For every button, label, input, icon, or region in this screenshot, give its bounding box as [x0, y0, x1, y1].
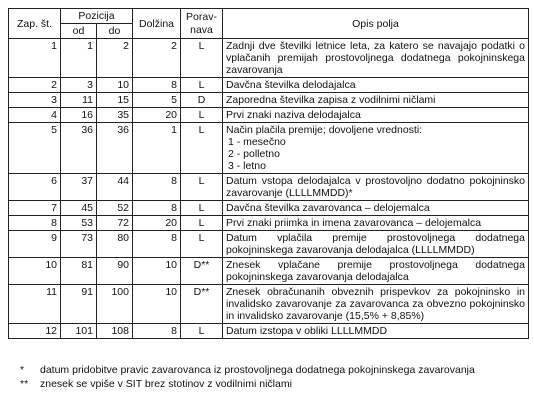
- cell-opis: [223, 231, 529, 258]
- cell-dolzina: 8: [133, 231, 181, 258]
- cell-od: 16: [61, 108, 97, 123]
- cell-opis: [223, 93, 529, 108]
- cell-opis: [223, 216, 529, 231]
- cell-opis: [223, 39, 529, 78]
- header-opis: Opis polja: [223, 9, 529, 39]
- cell-opis: [223, 285, 529, 324]
- cell-poravnava: L: [181, 108, 223, 123]
- opis-text: Davčna številka delodajalca: [226, 79, 356, 91]
- cell-zap: 5: [9, 123, 61, 174]
- footnote-2: [20, 378, 292, 390]
- cell-poravnava: L: [181, 123, 223, 174]
- footnote-text: datum pridobitve pravic zavarovanca iz prostovoljnega dodatnega pokojninskega zavarovanja: [40, 364, 475, 376]
- table-row: [9, 78, 529, 93]
- table-row: [9, 258, 529, 285]
- opis-text: Datum vstopa delodajalca v prostovoljno dodatno pokojninsko zavarovanje (LLLLMMDD)*: [226, 175, 525, 199]
- cell-od: 53: [61, 216, 97, 231]
- table-row: [9, 93, 529, 108]
- header-dolzina: Dolžina: [133, 9, 181, 39]
- header-zap: Zap. št.: [9, 9, 61, 39]
- header-do: do: [97, 24, 133, 39]
- opis-text: Prvi znaki naziva delodajalca: [226, 109, 361, 121]
- cell-poravnava: L: [181, 174, 223, 201]
- opis-text: Zaporedna številka zapisa z vodilnimi ničlami: [226, 94, 436, 106]
- cell-opis: [223, 123, 529, 174]
- table-header: [9, 9, 529, 39]
- cell-do: 44: [97, 174, 133, 201]
- opis-text: Način plačila premije; dovoljene vrednosti:: [226, 124, 423, 136]
- cell-opis: [223, 324, 529, 339]
- cell-poravnava: L: [181, 78, 223, 93]
- opis-text: Zadnji dve številki letnice leta, za katero se navajajo podatki o vplačanih premijah prostovoljnega dodatnega pokojninskega zavarovanja: [226, 40, 525, 76]
- opis-text: Davčna številka zavarovanca – delojemalca: [226, 202, 430, 214]
- cell-dolzina: 1: [133, 123, 181, 174]
- cell-od: 91: [61, 285, 97, 324]
- footnote-mark: *: [20, 364, 25, 376]
- cell-dolzina: 20: [133, 108, 181, 123]
- cell-zap: 11: [9, 285, 61, 324]
- cell-dolzina: 8: [133, 201, 181, 216]
- header-od: od: [61, 24, 97, 39]
- cell-do: 72: [97, 216, 133, 231]
- cell-opis: [223, 108, 529, 123]
- cell-opis: [223, 201, 529, 216]
- table-row: [9, 285, 529, 324]
- opis-text: Datum vplačila premije prostovoljnega dodatnega pokojninskega zavarovanja delodajalca (LLLLMMDD): [226, 232, 525, 256]
- footnote-1: [20, 364, 475, 376]
- cell-od: 37: [61, 174, 97, 201]
- cell-od: 1: [61, 39, 97, 78]
- table-body: [9, 39, 529, 339]
- record-layout-document: [8, 8, 528, 390]
- cell-do: 2: [97, 39, 133, 78]
- cell-zap: 6: [9, 174, 61, 201]
- cell-zap: 12: [9, 324, 61, 339]
- cell-poravnava: L: [181, 231, 223, 258]
- cell-do: 10: [97, 78, 133, 93]
- cell-poravnava: L: [181, 324, 223, 339]
- record-layout-table: [8, 8, 529, 339]
- cell-dolzina: 10: [133, 258, 181, 285]
- cell-dolzina: 8: [133, 174, 181, 201]
- header-pozicija: Pozicija: [61, 9, 133, 24]
- cell-do: 108: [97, 324, 133, 339]
- table-row: [9, 231, 529, 258]
- table-row: [9, 39, 529, 78]
- cell-poravnava: L: [181, 201, 223, 216]
- cell-do: 36: [97, 123, 133, 174]
- opis-text: Znesek vplačane premije prostovoljnega dodatnega pokojninskega zavarovanja delodajalca: [226, 259, 525, 283]
- cell-zap: 10: [9, 258, 61, 285]
- opis-option: 2 - polletno: [228, 148, 280, 160]
- cell-zap: 3: [9, 93, 61, 108]
- cell-od: 81: [61, 258, 97, 285]
- table-row: [9, 108, 529, 123]
- header-poravnava: Porav- nava: [181, 9, 223, 39]
- cell-od: 3: [61, 78, 97, 93]
- cell-poravnava: D**: [181, 258, 223, 285]
- cell-dolzina: 10: [133, 285, 181, 324]
- opis-option: 3 - letno: [228, 160, 266, 172]
- cell-od: 11: [61, 93, 97, 108]
- cell-zap: 8: [9, 216, 61, 231]
- cell-do: 80: [97, 231, 133, 258]
- cell-poravnava: L: [181, 216, 223, 231]
- cell-poravnava: D**: [181, 285, 223, 324]
- cell-zap: 2: [9, 78, 61, 93]
- cell-do: 90: [97, 258, 133, 285]
- footnote-text: znesek se vpiše v SIT brez stotinov z vodilnimi ničlami: [40, 378, 292, 390]
- cell-dolzina: 5: [133, 93, 181, 108]
- table-row: [9, 324, 529, 339]
- opis-text: Znesek obračunanih obveznih prispevkov za pokojninsko in invalidsko zavarovanje za zavarovanca za obvezno pokojninsko in invalidsko zavarovanje (15,5% + 8,85%): [226, 286, 525, 322]
- cell-od: 36: [61, 123, 97, 174]
- cell-opis: [223, 174, 529, 201]
- footnote-mark: **: [20, 378, 29, 390]
- cell-do: 15: [97, 93, 133, 108]
- cell-poravnava: D: [181, 93, 223, 108]
- cell-poravnava: L: [181, 39, 223, 78]
- cell-dolzina: 8: [133, 324, 181, 339]
- cell-do: 52: [97, 201, 133, 216]
- table-row: [9, 216, 529, 231]
- table-row: [9, 123, 529, 174]
- cell-zap: 4: [9, 108, 61, 123]
- cell-zap: 1: [9, 39, 61, 78]
- cell-dolzina: 20: [133, 216, 181, 231]
- cell-od: 73: [61, 231, 97, 258]
- opis-text: Prvi znaki priimka in imena zavarovanca – delojemalca: [226, 217, 482, 229]
- cell-od: 101: [61, 324, 97, 339]
- table-row: [9, 201, 529, 216]
- cell-do: 100: [97, 285, 133, 324]
- cell-opis: [223, 78, 529, 93]
- cell-dolzina: 8: [133, 78, 181, 93]
- table-row: [9, 174, 529, 201]
- cell-do: 35: [97, 108, 133, 123]
- cell-od: 45: [61, 201, 97, 216]
- opis-text: Datum izstopa v obliki LLLLMMDD: [226, 325, 388, 337]
- cell-zap: 7: [9, 201, 61, 216]
- cell-dolzina: 2: [133, 39, 181, 78]
- cell-zap: 9: [9, 231, 61, 258]
- cell-opis: [223, 258, 529, 285]
- opis-option: 1 - mesečno: [228, 136, 286, 148]
